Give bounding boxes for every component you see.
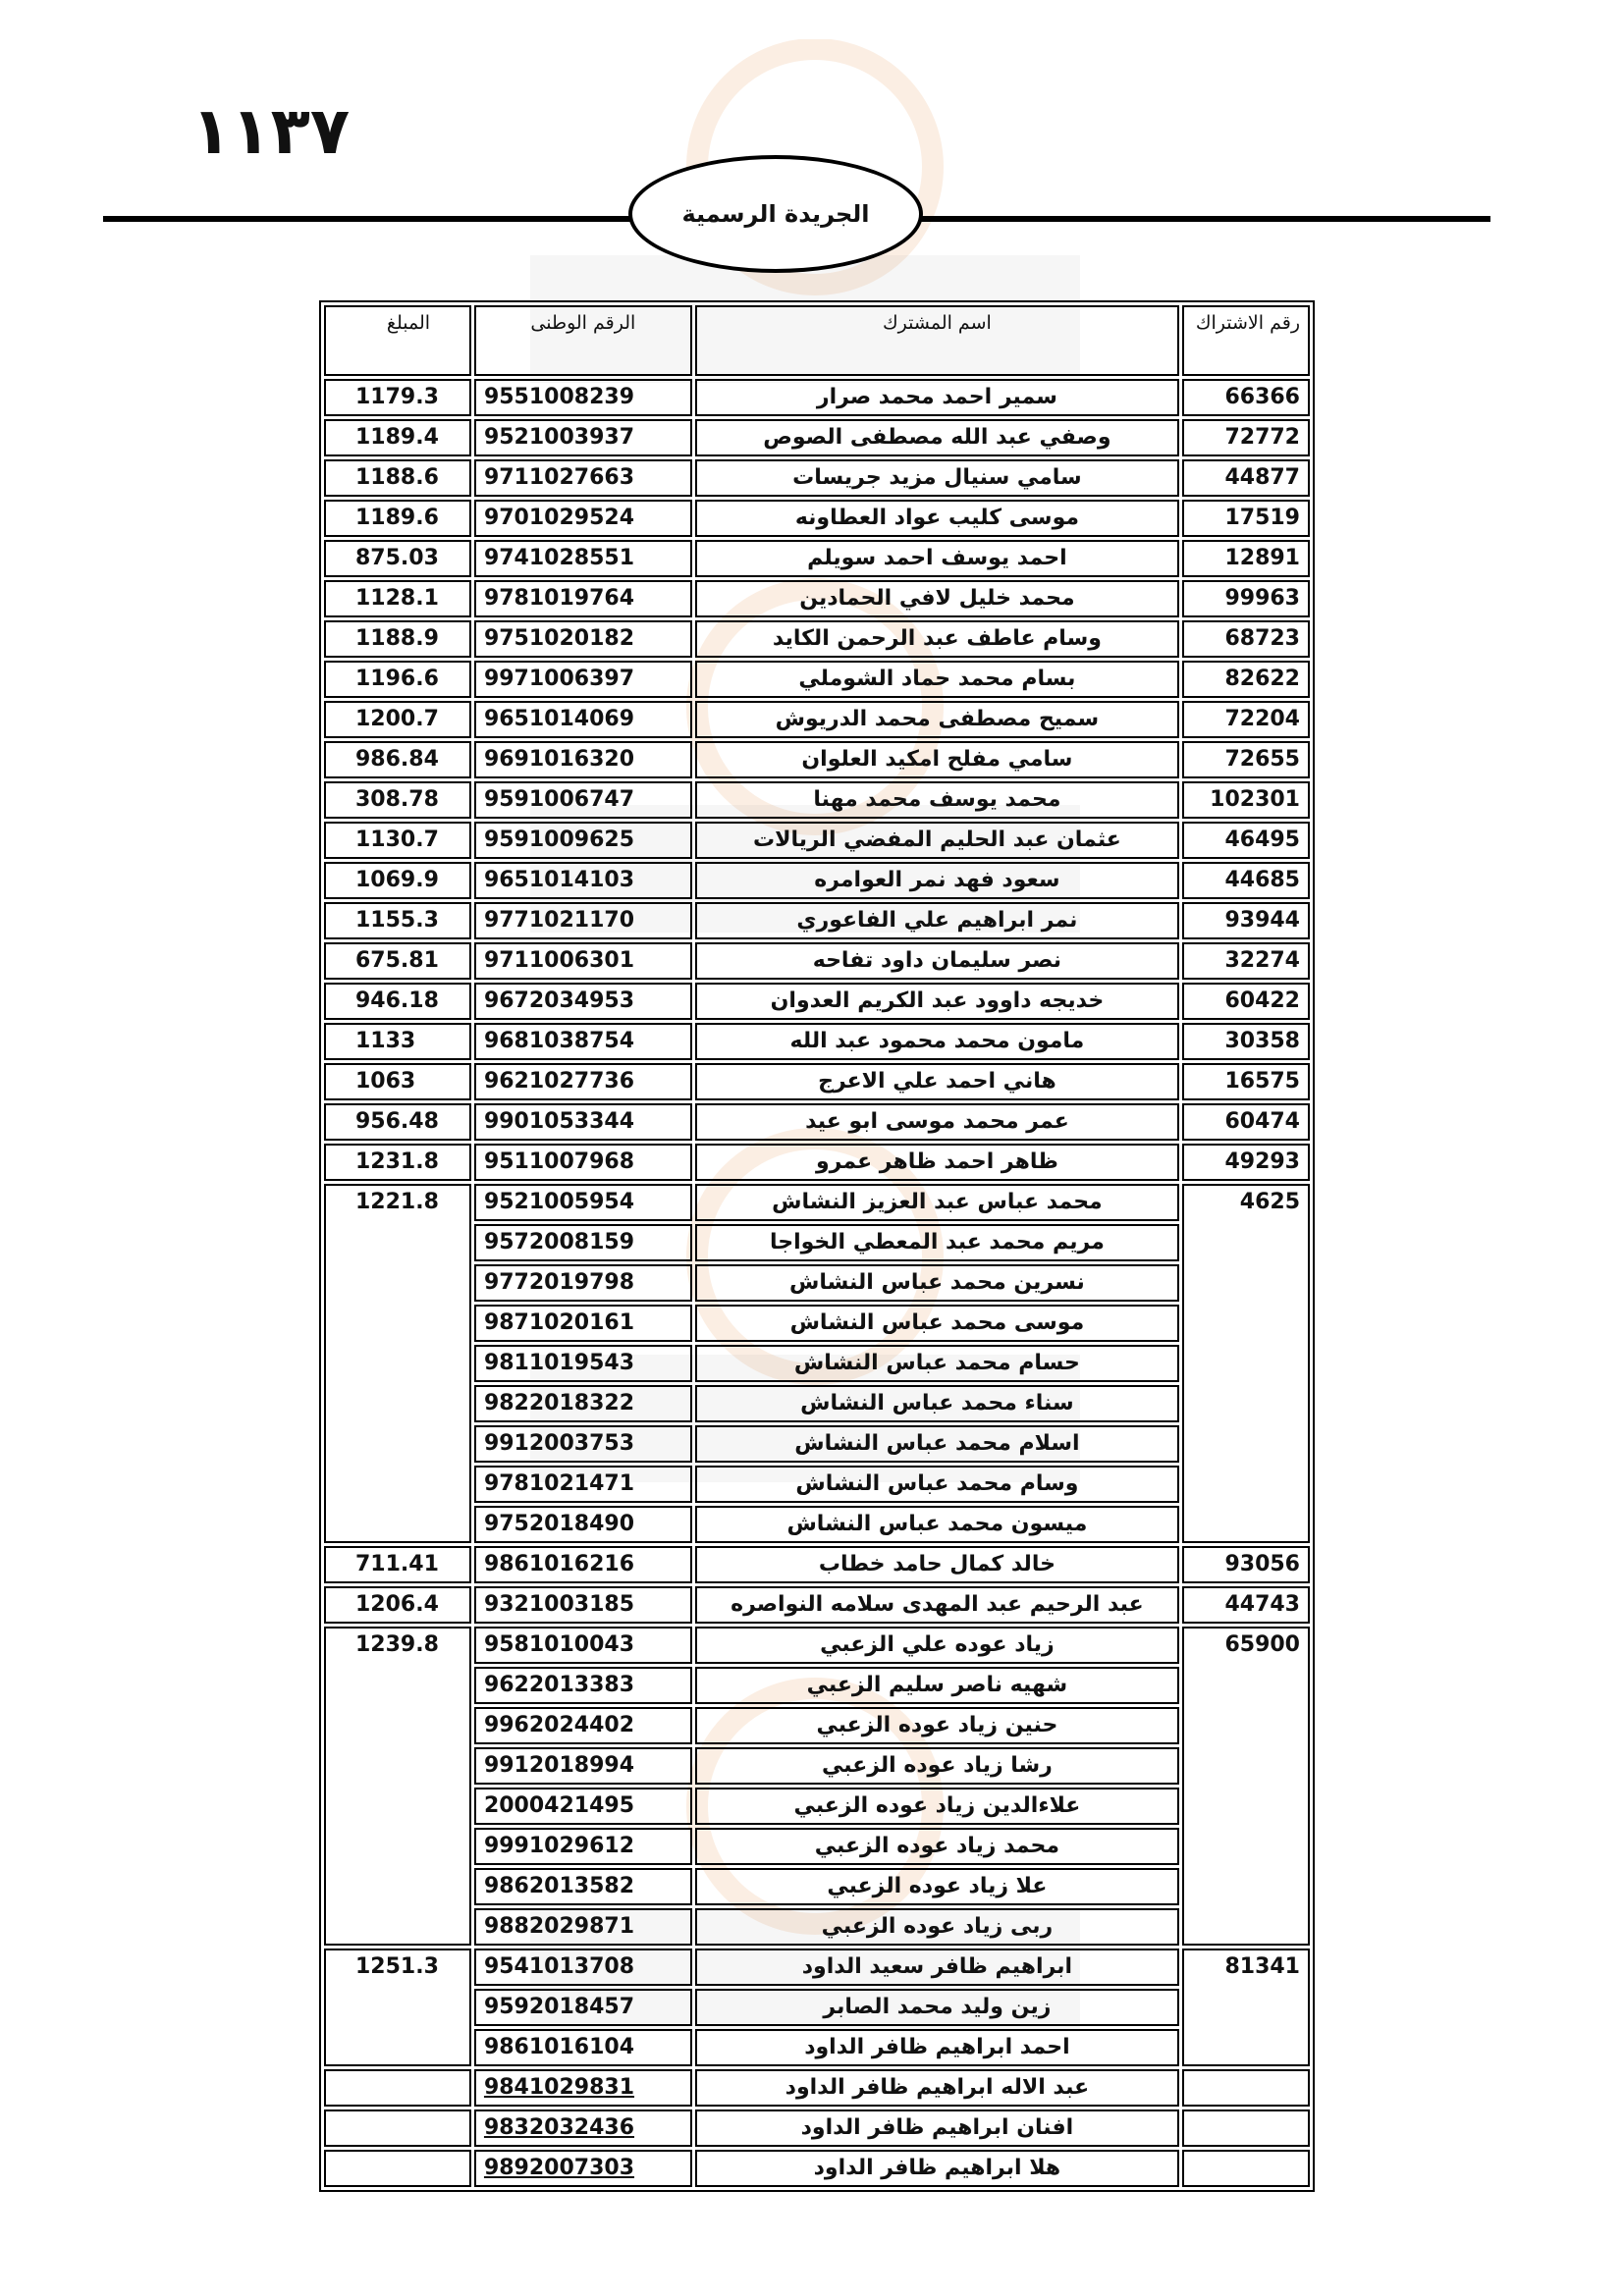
cell-national-id: 9771021170 [474, 902, 692, 939]
cell-national-id: 9882029871 [474, 1908, 692, 1946]
cell-national-id: 9912003753 [474, 1425, 692, 1463]
cell-amount: 946.18 [324, 983, 471, 1020]
cell-national-id: 9521003937 [474, 419, 692, 456]
header-amount: المبلغ [324, 305, 471, 376]
table-row [324, 379, 1310, 416]
cell-subscription-no: 68723 [1182, 620, 1310, 658]
table-row [324, 1305, 1310, 1342]
cell-amount: 956.48 [324, 1103, 471, 1141]
table-row [324, 2109, 1310, 2147]
table-row [324, 1546, 1310, 1583]
cell-name: سميح مصطفى محمد الدريوش [695, 701, 1179, 738]
cell-national-id: 9321003185 [474, 1586, 692, 1624]
cell-national-id: 9672034953 [474, 983, 692, 1020]
cell-name: سمير احمد محمد صرار [695, 379, 1179, 416]
cell-amount: 1155.3 [324, 902, 471, 939]
cell-national-id: 9822018322 [474, 1385, 692, 1422]
table-row [324, 1667, 1310, 1704]
cell-national-id: 9841029831 [474, 2069, 692, 2107]
table-row [324, 1788, 1310, 1825]
cell-national-id: 9892007303 [474, 2150, 692, 2187]
table-row [324, 1466, 1310, 1503]
cell-amount: 1239.8 [324, 1627, 471, 1946]
cell-national-id: 9971006397 [474, 661, 692, 698]
cell-name: وسام محمد عباس النشاش [695, 1466, 1179, 1503]
table-row [324, 419, 1310, 456]
cell-subscription-no: 72772 [1182, 419, 1310, 456]
cell-subscription-no: 82622 [1182, 661, 1310, 698]
cell-name: خديجه داوود عبد الكريم العدوان [695, 983, 1179, 1020]
cell-national-id: 9651014069 [474, 701, 692, 738]
table-row [324, 1264, 1310, 1302]
cell-subscription-no: 65900 [1182, 1627, 1310, 1946]
cell-amount: 1206.4 [324, 1586, 471, 1624]
cell-amount: 875.03 [324, 540, 471, 577]
table-row [324, 580, 1310, 617]
cell-name: ظاهر احمد ظاهر عمرو [695, 1144, 1179, 1181]
cell-name: سامي سنيال مزيد جريسات [695, 459, 1179, 497]
cell-amount: 1188.6 [324, 459, 471, 497]
cell-name: محمد زياد عوده الزعبي [695, 1828, 1179, 1865]
table-row [324, 2150, 1310, 2187]
table-row [324, 1989, 1310, 2026]
cell-amount: 308.78 [324, 781, 471, 819]
cell-name: وصفي عبد الله مصطفى الصوص [695, 419, 1179, 456]
cell-national-id: 9701029524 [474, 500, 692, 537]
cell-national-id: 9591006747 [474, 781, 692, 819]
cell-subscription-no: 72204 [1182, 701, 1310, 738]
table-row [324, 1224, 1310, 1261]
cell-name: هلا ابراهيم ظافر الداود [695, 2150, 1179, 2187]
table-row [324, 983, 1310, 1020]
cell-national-id: 9751020182 [474, 620, 692, 658]
cell-subscription-no: 44743 [1182, 1586, 1310, 1624]
cell-name: خالد كمال حامد خطاب [695, 1546, 1179, 1583]
table-row [324, 2069, 1310, 2107]
table-row [324, 1506, 1310, 1543]
cell-national-id: 9621027736 [474, 1063, 692, 1100]
cell-national-id: 9781019764 [474, 580, 692, 617]
table-row [324, 500, 1310, 537]
gazette-title: الجريدة الرسمية [628, 155, 923, 273]
table-row [324, 1627, 1310, 1664]
table-row [324, 1345, 1310, 1382]
cell-subscription-no: 16575 [1182, 1063, 1310, 1100]
cell-name: محمد خليل لافي الحمادين [695, 580, 1179, 617]
cell-national-id: 9691016320 [474, 741, 692, 778]
cell-amount: 1251.3 [324, 1949, 471, 2066]
header-name: اسم المشترك [695, 305, 1179, 376]
table-row [324, 1425, 1310, 1463]
table-row [324, 1144, 1310, 1181]
cell-national-id: 9711027663 [474, 459, 692, 497]
table-header-row [324, 305, 1310, 376]
cell-name: محمد عباس عبد العزيز النشاش [695, 1184, 1179, 1221]
cell-name: محمد يوسف محمد مهنا [695, 781, 1179, 819]
cell-name: نصر سليمان داود تفاحه [695, 942, 1179, 980]
table-row [324, 741, 1310, 778]
table-row [324, 902, 1310, 939]
cell-subscription-no: 102301 [1182, 781, 1310, 819]
cell-amount: 1128.1 [324, 580, 471, 617]
cell-national-id: 9832032436 [474, 2109, 692, 2147]
cell-national-id: 9511007968 [474, 1144, 692, 1181]
cell-name: سعود فهد نمر العوامره [695, 862, 1179, 899]
cell-amount: 711.41 [324, 1546, 471, 1583]
cell-name: عبد الرحيم عبد المهدى سلامه النواصره [695, 1586, 1179, 1624]
cell-national-id: 9551008239 [474, 379, 692, 416]
cell-name: رشا زياد عوده الزعبي [695, 1747, 1179, 1785]
cell-name: احمد ابراهيم ظافر الداود [695, 2029, 1179, 2066]
cell-amount: 1130.7 [324, 822, 471, 859]
cell-amount: 1133 [324, 1023, 471, 1060]
cell-name: زياد عوده علي الزعبي [695, 1627, 1179, 1664]
cell-subscription-no: 44685 [1182, 862, 1310, 899]
cell-national-id: 9592018457 [474, 1989, 692, 2026]
cell-amount: 1231.8 [324, 1144, 471, 1181]
cell-national-id: 9651014103 [474, 862, 692, 899]
cell-subscription-no: 30358 [1182, 1023, 1310, 1060]
cell-national-id: 9741028551 [474, 540, 692, 577]
page-number: ١١٣٧ [191, 93, 351, 169]
table-row [324, 540, 1310, 577]
cell-name: مامون محمد محمود عبد الله [695, 1023, 1179, 1060]
cell-amount [324, 2109, 471, 2147]
cell-national-id: 9861016216 [474, 1546, 692, 1583]
table-row [324, 1747, 1310, 1785]
cell-national-id: 9862013582 [474, 1868, 692, 1905]
cell-name: بسام محمد حماد الشوملي [695, 661, 1179, 698]
cell-name: عثمان عبد الحليم المفضي الريالات [695, 822, 1179, 859]
cell-subscription-no: 60474 [1182, 1103, 1310, 1141]
cell-name: وسام عاطف عبد الرحمن الكايد [695, 620, 1179, 658]
cell-amount: 986.84 [324, 741, 471, 778]
cell-name: ابراهيم ظافر سعيد الداود [695, 1949, 1179, 1986]
table-row [324, 862, 1310, 899]
cell-subscription-no: 93944 [1182, 902, 1310, 939]
cell-name: مريم محمد عبد المعطي الخواجا [695, 1224, 1179, 1261]
table-row [324, 620, 1310, 658]
cell-subscription-no: 72655 [1182, 741, 1310, 778]
cell-name: نمر ابراهيم علي الفاعوري [695, 902, 1179, 939]
cell-name: شهيه ناصر سليم الزعبي [695, 1667, 1179, 1704]
cell-name: سناء محمد عباس النشاش [695, 1385, 1179, 1422]
cell-subscription-no: 17519 [1182, 500, 1310, 537]
cell-subscription-no: 4625 [1182, 1184, 1310, 1543]
cell-name: موسى محمد عباس النشاش [695, 1305, 1179, 1342]
table-row [324, 942, 1310, 980]
cell-name: زين وليد محمد الصابر [695, 1989, 1179, 2026]
cell-national-id: 9901053344 [474, 1103, 692, 1141]
cell-subscription-no: 99963 [1182, 580, 1310, 617]
table-row [324, 459, 1310, 497]
table-row [324, 661, 1310, 698]
cell-name: عبد الاله ابراهيم ظافر الداود [695, 2069, 1179, 2107]
cell-subscription-no: 93056 [1182, 1546, 1310, 1583]
cell-national-id: 9581010043 [474, 1627, 692, 1664]
cell-subscription-no: 81341 [1182, 1949, 1310, 2066]
table-row [324, 1063, 1310, 1100]
cell-national-id: 9591009625 [474, 822, 692, 859]
table-row [324, 1184, 1310, 1221]
cell-national-id: 2000421495 [474, 1788, 692, 1825]
cell-national-id: 9521005954 [474, 1184, 692, 1221]
cell-amount [324, 2150, 471, 2187]
header-subscription-no: رقم الاشتراك [1182, 305, 1310, 376]
cell-name: عمر محمد موسى ابو عيد [695, 1103, 1179, 1141]
cell-amount: 1221.8 [324, 1184, 471, 1543]
cell-national-id: 9811019543 [474, 1345, 692, 1382]
cell-national-id: 9991029612 [474, 1828, 692, 1865]
cell-amount: 1196.6 [324, 661, 471, 698]
cell-name: اسلام محمد عباس النشاش [695, 1425, 1179, 1463]
cell-name: موسى كليب عواد العطاونه [695, 500, 1179, 537]
cell-name: حنين زياد عوده الزعبي [695, 1707, 1179, 1744]
cell-national-id: 9681038754 [474, 1023, 692, 1060]
cell-amount: 1189.4 [324, 419, 471, 456]
table-row [324, 701, 1310, 738]
table-row [324, 1707, 1310, 1744]
cell-national-id: 9871020161 [474, 1305, 692, 1342]
cell-national-id: 9861016104 [474, 2029, 692, 2066]
cell-amount: 1179.3 [324, 379, 471, 416]
cell-national-id: 9711006301 [474, 942, 692, 980]
cell-subscription-no: 12891 [1182, 540, 1310, 577]
table-row [324, 2029, 1310, 2066]
cell-subscription-no: 44877 [1182, 459, 1310, 497]
table-row [324, 1949, 1310, 1986]
cell-name: نسرين محمد عباس النشاش [695, 1264, 1179, 1302]
table-row [324, 1023, 1310, 1060]
cell-subscription-no [1182, 2109, 1310, 2147]
cell-amount: 1200.7 [324, 701, 471, 738]
cell-amount: 1063 [324, 1063, 471, 1100]
cell-national-id: 9962024402 [474, 1707, 692, 1744]
table-row [324, 1103, 1310, 1141]
cell-subscription-no: 32274 [1182, 942, 1310, 980]
cell-subscription-no: 66366 [1182, 379, 1310, 416]
cell-subscription-no [1182, 2069, 1310, 2107]
table-row [324, 1908, 1310, 1946]
cell-amount: 1069.9 [324, 862, 471, 899]
cell-subscription-no: 49293 [1182, 1144, 1310, 1181]
cell-national-id: 9541013708 [474, 1949, 692, 1986]
cell-name: علا زياد عوده الزعبي [695, 1868, 1179, 1905]
cell-national-id: 9781021471 [474, 1466, 692, 1503]
cell-amount: 1189.6 [324, 500, 471, 537]
cell-subscription-no: 46495 [1182, 822, 1310, 859]
cell-amount: 675.81 [324, 942, 471, 980]
cell-name: احمد يوسف احمد سويلم [695, 540, 1179, 577]
table-row [324, 1385, 1310, 1422]
subscribers-table [319, 300, 1315, 2192]
cell-name: حسام محمد عباس النشاش [695, 1345, 1179, 1382]
cell-national-id: 9622013383 [474, 1667, 692, 1704]
table-row [324, 781, 1310, 819]
cell-amount: 1188.9 [324, 620, 471, 658]
cell-name: علاءالدين زياد عوده الزعبي [695, 1788, 1179, 1825]
cell-name: افنان ابراهيم ظافر الداود [695, 2109, 1179, 2147]
cell-national-id: 9752018490 [474, 1506, 692, 1543]
table-body [324, 379, 1310, 2187]
cell-subscription-no [1182, 2150, 1310, 2187]
cell-name: هاني احمد علي الاعرج [695, 1063, 1179, 1100]
cell-amount [324, 2069, 471, 2107]
table-row [324, 1586, 1310, 1624]
cell-national-id: 9912018994 [474, 1747, 692, 1785]
cell-name: ميسون محمد عباس النشاش [695, 1506, 1179, 1543]
cell-national-id: 9572008159 [474, 1224, 692, 1261]
table-row [324, 1828, 1310, 1865]
cell-national-id: 9772019798 [474, 1264, 692, 1302]
table-row [324, 1868, 1310, 1905]
header-national-id: الرقم الوطنى [474, 305, 692, 376]
cell-name: ربى زياد عوده الزعبي [695, 1908, 1179, 1946]
table-row [324, 822, 1310, 859]
cell-name: سامي مفلح امكيد العلوان [695, 741, 1179, 778]
cell-subscription-no: 60422 [1182, 983, 1310, 1020]
